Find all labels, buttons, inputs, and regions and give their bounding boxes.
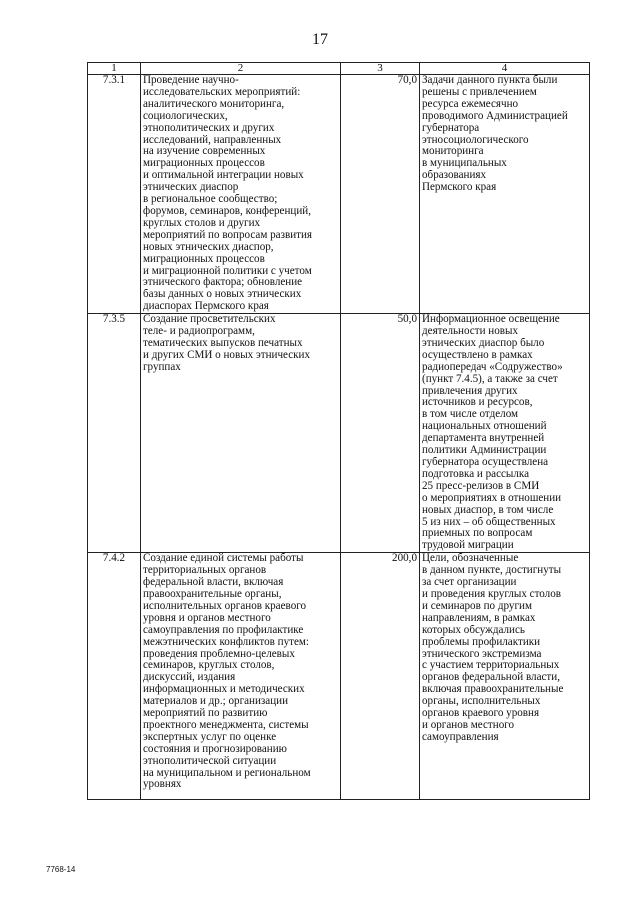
text-line: которых обсуждались — [422, 624, 525, 636]
item-description — [141, 314, 341, 553]
text-line: проведения проблемно-целевых — [143, 648, 295, 660]
item-amount: 200,0 — [341, 553, 420, 800]
text-line: политики Администрации — [422, 445, 547, 457]
text-line: органов краевого уровня — [422, 708, 540, 720]
text-line: материалов и др.; организации — [143, 696, 289, 708]
item-code: 7.4.2 — [88, 553, 141, 800]
text-line: о мероприятиях в отношении — [422, 492, 562, 504]
header-col-4: 4 — [420, 63, 590, 75]
text-line: экспертных услуг по оценке — [143, 731, 277, 743]
text-line: департамента внутренней — [422, 433, 545, 445]
item-amount: 50,0 — [341, 314, 420, 553]
text-line: этнического фактора; обновление — [143, 277, 303, 289]
text-line: приемных по вопросам — [422, 528, 533, 540]
item-amount: 70,0 — [341, 75, 420, 314]
text-line: этнического экстремизма — [422, 648, 542, 660]
text-line: территориальных органов — [143, 565, 267, 577]
text-line: самоуправления по профилактике — [143, 624, 304, 636]
text-line: губернатора осуществлена — [422, 457, 549, 468]
text-line: ресурса ежемесячно — [422, 98, 519, 110]
text-line: самоуправления — [422, 731, 499, 743]
text-line: мероприятий по развитию — [143, 708, 268, 720]
text-line: источников и ресурсов, — [422, 397, 533, 409]
text-line: круглых столов и других — [143, 217, 261, 229]
text-line: аналитического мониторинга, — [143, 98, 285, 110]
header-col-2: 2 — [141, 63, 341, 75]
text-line: в региональное сообщество; — [143, 194, 278, 206]
text-line: проблемы профилактики — [422, 636, 541, 648]
text-line: в том числе отделом — [422, 409, 519, 421]
text-line: проектного менеджмента, системы — [143, 719, 309, 731]
item-description — [141, 75, 341, 314]
text-line: деятельности новых — [422, 326, 519, 338]
item-code: 7.3.5 — [88, 314, 141, 553]
text-line: Информационное освещение — [422, 314, 560, 326]
text-line: и оптимальной интеграции новых — [143, 170, 304, 182]
text-line: новых этнических диаспор, — [143, 241, 274, 253]
text-line: мероприятий по вопросам развития — [143, 229, 313, 241]
text-line: этнических диаспор было — [422, 337, 545, 349]
text-line: правоохранительные органы, — [143, 588, 282, 600]
text-line: семинаров, круглых столов, — [143, 660, 275, 672]
header-col-3: 3 — [341, 63, 420, 75]
text-line: форумов, семинаров, конференций, — [143, 205, 311, 217]
text-line: этнических диаспор — [143, 182, 239, 194]
text-line: состояния и прогнозированию — [143, 743, 287, 755]
text-line: этнополитических и других — [143, 122, 275, 134]
text-line: миграционных процессов — [143, 158, 265, 170]
text-line: национальных отношений — [422, 421, 547, 433]
text-line: новых диаспор, в том числе — [422, 504, 554, 516]
text-line: дискуссий, издания — [143, 672, 236, 684]
text-line: образованиях — [422, 170, 487, 182]
text-line: мониторинга — [422, 146, 484, 158]
text-line: уровнях — [143, 779, 182, 791]
header-col-1: 1 — [88, 63, 141, 75]
text-line: уровня и органов местного — [143, 612, 271, 624]
text-line: органов федеральной власти, — [422, 672, 560, 684]
text-line: межэтнических конфликтов путем: — [143, 636, 309, 648]
text-line: базы данных о новых этнических — [143, 289, 302, 301]
table-row — [88, 553, 590, 800]
text-line: 25 пресс-релизов в СМИ — [422, 480, 540, 492]
text-line: проводимого Администрацией — [422, 110, 568, 122]
text-line: федеральной власти, включая — [143, 577, 284, 589]
text-line: губернатора — [422, 122, 480, 134]
text-line: диаспорах Пермского края — [143, 301, 269, 313]
text-line: Цели, обозначенные — [422, 553, 519, 565]
text-line: Задачи данного пункта были — [422, 75, 558, 86]
text-line: информационных и методических — [143, 684, 305, 696]
text-line: этнополитической ситуации — [143, 755, 277, 767]
text-line: Создание просветительских — [143, 314, 276, 326]
text-line: решены с привлечением — [422, 86, 537, 98]
text-line: теле- и радиопрограмм, — [143, 326, 255, 338]
text-line: с участием территориальных — [422, 660, 560, 672]
text-line: Проведение научно- — [143, 75, 239, 86]
item-result — [420, 75, 590, 314]
report-table — [87, 62, 590, 800]
text-line: 5 из них – об общественных — [422, 516, 556, 528]
table-row — [88, 75, 590, 314]
table-header-row — [88, 63, 590, 75]
text-line: за счет организации — [422, 577, 517, 589]
text-line: в данном пункте, достигнуты — [422, 565, 562, 577]
text-line: и органов местного — [422, 719, 515, 731]
text-line: Пермского края — [422, 182, 497, 194]
item-code: 7.3.1 — [88, 75, 141, 314]
text-line: и миграционной политики с учетом — [143, 265, 312, 277]
item-description — [141, 553, 341, 800]
text-line: этносоциологического — [422, 134, 529, 146]
table-row — [88, 314, 590, 553]
text-line: и семинаров по другим — [422, 600, 532, 612]
text-line: в муниципальных — [422, 158, 507, 170]
text-line: тематических выпусков печатных — [143, 337, 303, 349]
text-line: осуществлено в рамках — [422, 349, 533, 361]
text-line: и проведения круглых столов — [422, 588, 561, 600]
page-number: 17 — [312, 31, 328, 48]
text-line: на муниципальном и региональном — [143, 767, 311, 779]
text-line: органы, исполнительных — [422, 696, 541, 708]
text-line: подготовка и рассылка — [422, 468, 530, 480]
text-line: привлечения других — [422, 385, 518, 397]
text-line: исследований, направленных — [143, 134, 282, 146]
text-line: социологических, — [143, 110, 228, 122]
text-line: исполнительных органов краевого — [143, 600, 307, 612]
text-line: трудовой миграции — [422, 540, 514, 552]
text-line: и других СМИ о новых этнических — [143, 349, 311, 361]
text-line: (пункт 7.4.5), а также за счет — [422, 373, 558, 385]
text-line: на изучение современных — [143, 146, 266, 158]
text-line: группах — [143, 361, 181, 373]
text-line: радиопередач «Содружество» — [422, 361, 563, 373]
text-line: направлениям, в рамках — [422, 612, 536, 624]
footer-code: 7768-14 — [46, 865, 76, 874]
text-line: миграционных процессов — [143, 253, 265, 265]
item-result — [420, 553, 590, 800]
text-line: включая правоохранительные — [422, 684, 564, 696]
text-line: исследовательских мероприятий: — [143, 86, 301, 98]
item-result — [420, 314, 590, 553]
text-line: Создание единой системы работы — [143, 553, 304, 565]
